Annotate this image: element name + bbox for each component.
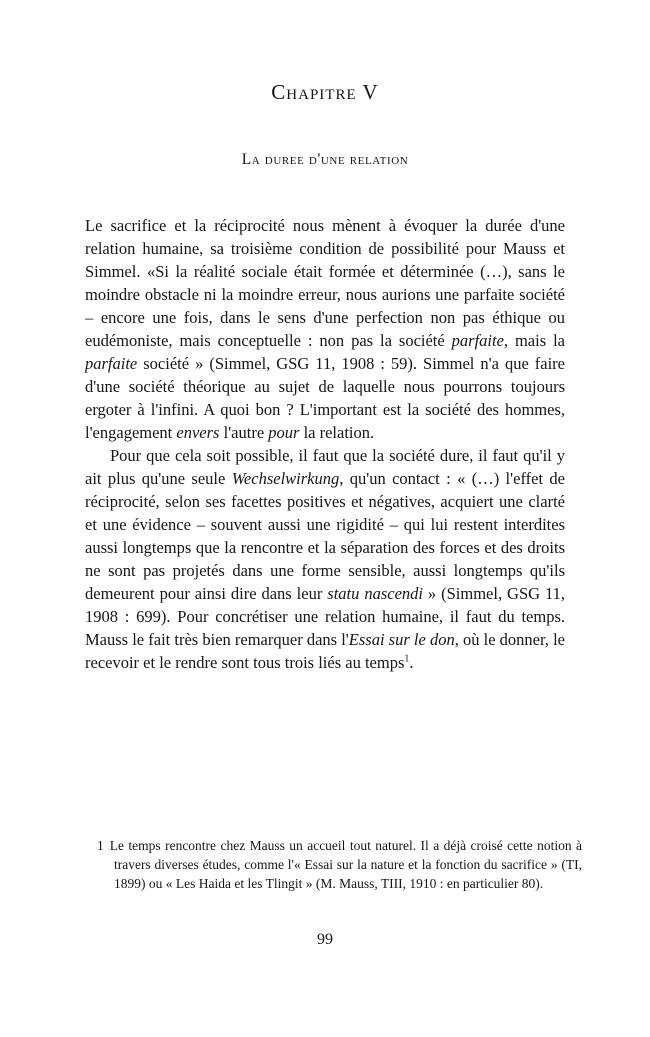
footnote-number: 1 — [97, 838, 104, 853]
footnote-text: Le temps rencontre chez Mauss un accueil tout naturel. Il a déjà croisé cette notion à travers diverses études, comme l'« Essai sur la nature et la fonction du sacrifice » (TI, 1899) ou « Les Haida et les Tlingit » (M. Mauss, TIII, 1910 : en particulier 80). — [109, 838, 582, 891]
paragraph-1: Le sacrifice et la réciprocité nous mènent à évoquer la durée d'une relation humaine, sa troisième condition de possibilité pour Mauss et Simmel. «Si la réalité sociale était formée et déterminée (…), sans le moindre obstacle ni la moindre erreur, nous aurions une parfaite société – encore une fois, dans le sens d'une perfection non pas éthique ou eudémoniste, mais conceptuelle : non pas la société parfaite, mais la parfaite société » (Simmel, GSG 11, 1908 : 59). Simmel n'a que faire d'une société théorique au sujet de laquelle nous pourrons toujours ergoter à l'infini. A quoi bon ? L'important est la société des hommes, l'engagement envers l'autre pour la relation. — [85, 216, 565, 442]
chapter-title: Chapitre V — [271, 80, 379, 104]
paragraph-2: Pour que cela soit possible, il faut que la société dure, il faut qu'il y ait plus qu'une seule Wechselwirkung, qu'un contact : « (…) l'effet de réciprocité, selon ses facettes positives et négatives, acquiert une clarté et une évidence – souvent aussi une rigidité – qui lui restent interdites aussi longtemps que la rencontre et la séparation des forces et des droits ne sont pas projetés dans une forme sensible, aussi longtemps qu'ils demeurent pour ainsi dire dans leur statu nascendi » (Simmel, GSG 11, 1908 : 699). Pour concrétiser une relation humaine, il faut du temps. Mauss le fait très bien remarquer dans l'Essai sur le don, où le donner, le recevoir et le rendre sont tous trois liés au temps$^1$. — [85, 446, 566, 672]
body-text — [85, 214, 565, 674]
section-title: La duree d'une relation — [241, 151, 409, 168]
footnote — [97, 836, 582, 893]
page-number: 99 — [317, 931, 333, 948]
